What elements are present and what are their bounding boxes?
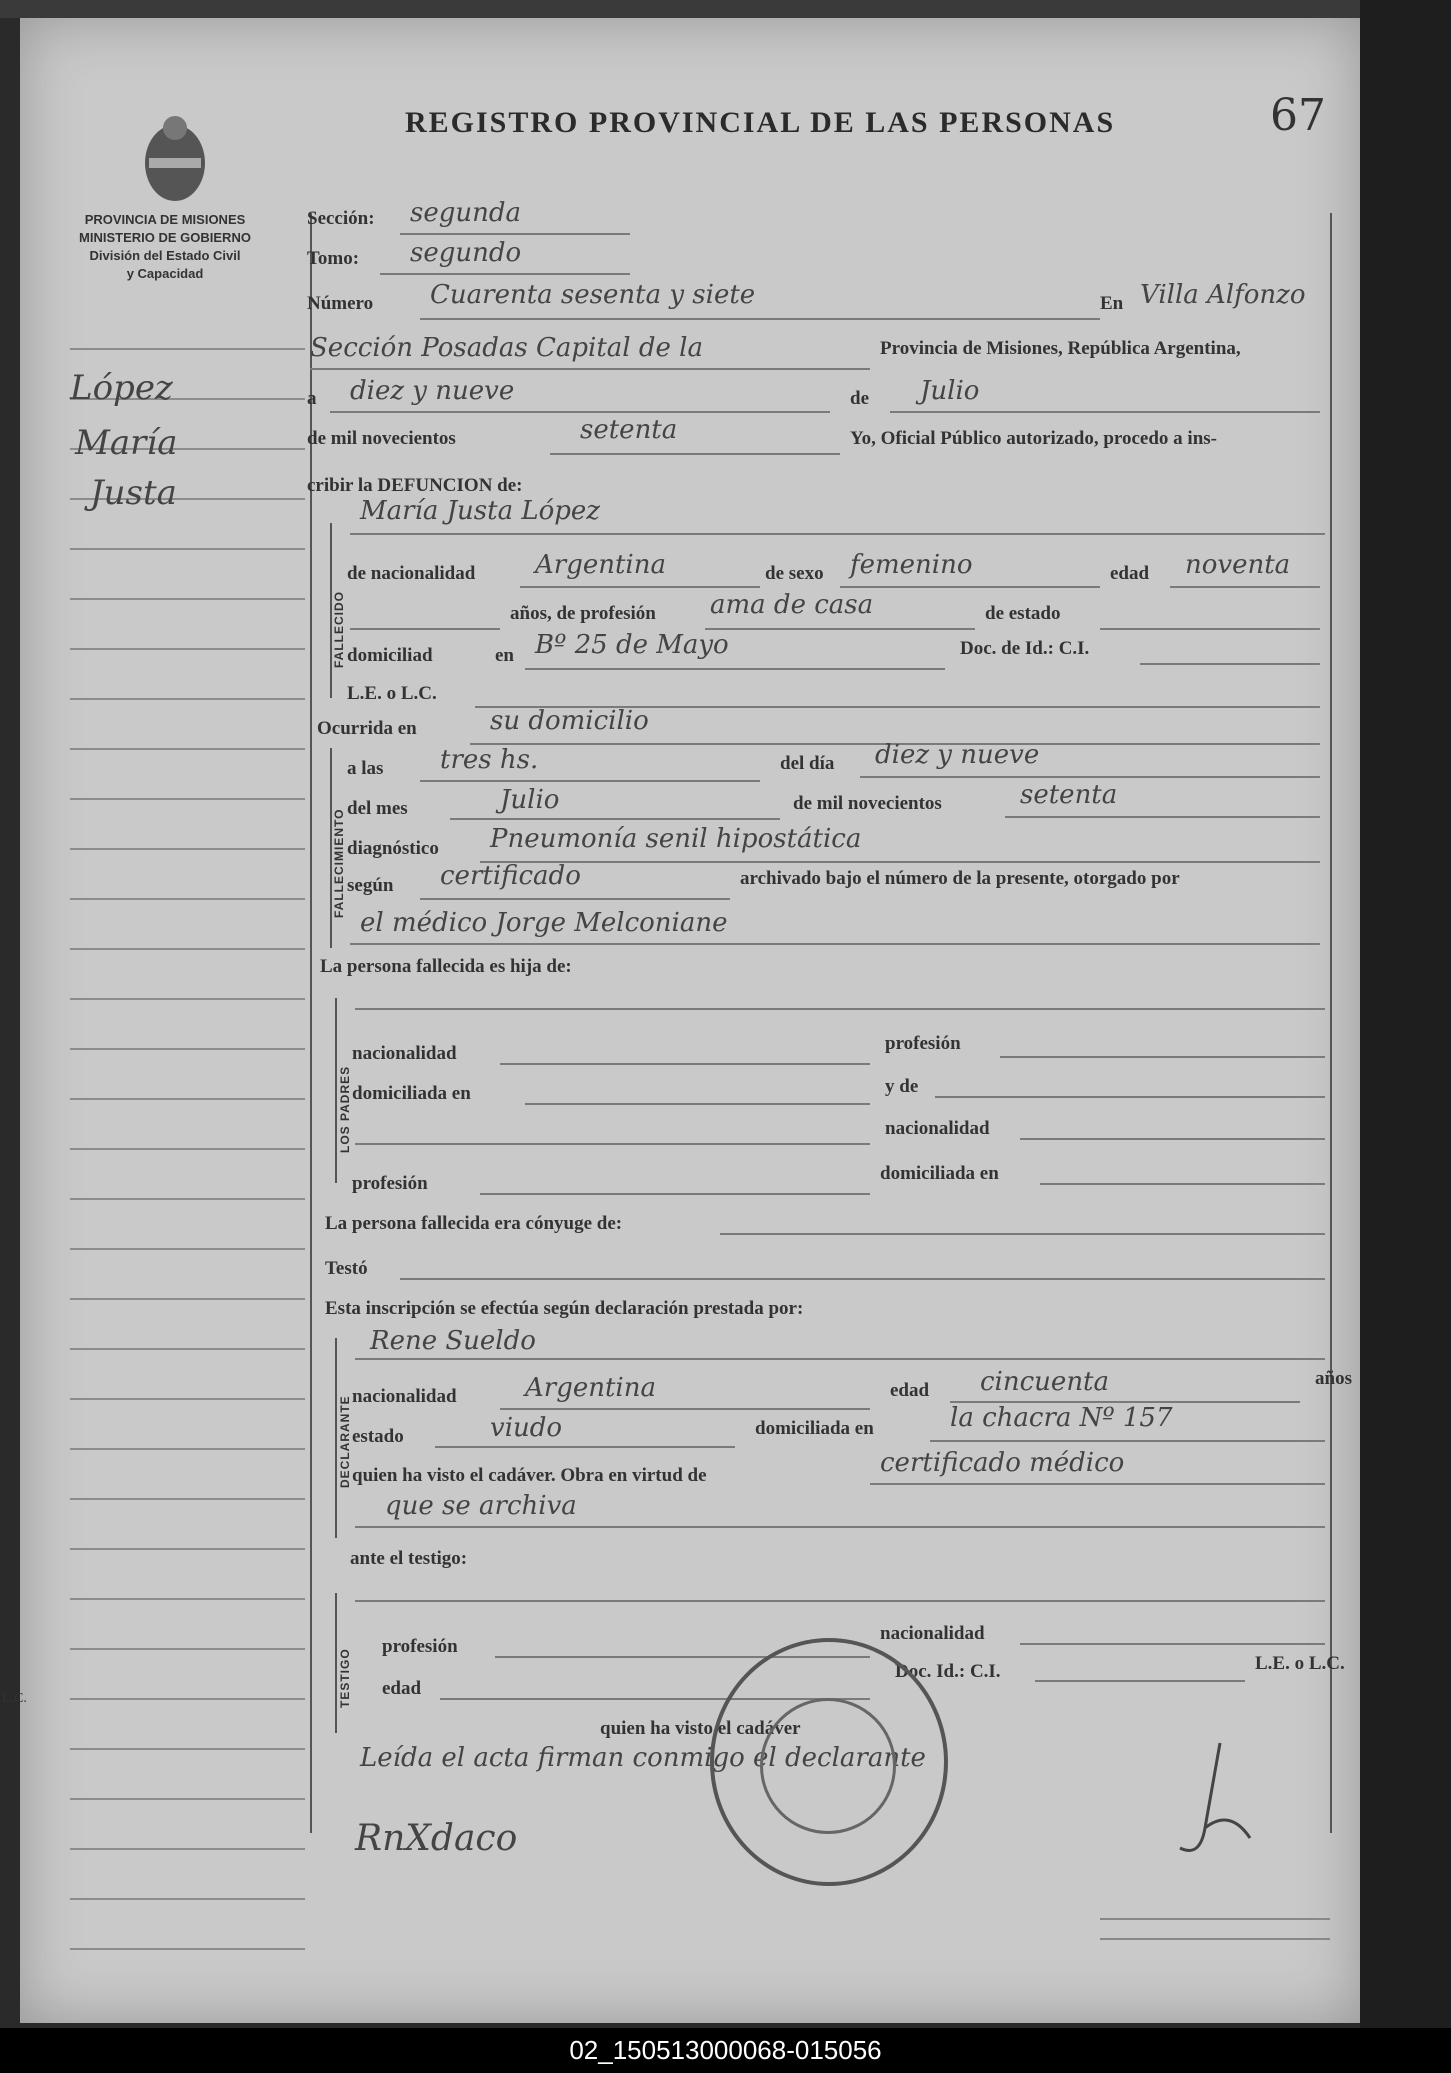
agency-line-3: División del Estado Civil [89, 248, 241, 263]
register-page [2, 18, 1360, 2023]
anio-value: setenta [580, 415, 678, 445]
leida-value: Leída el acta firman conmigo el declarante [360, 1743, 926, 1773]
anio2-value: setenta [1020, 780, 1118, 810]
madre-nacionalidad-label: nacionalidad [885, 1118, 990, 1139]
decl-estado-label: estado [352, 1426, 404, 1447]
ocurrida-label: Ocurrida en [317, 718, 417, 739]
seccion-value: segunda [410, 198, 522, 228]
dia-value: diez y nueve [350, 376, 515, 406]
decl-domicilio-value: la chacra Nº 157 [950, 1403, 1173, 1433]
diagnostico-label: diagnóstico [347, 838, 439, 859]
profesion-value: ama de casa [710, 590, 874, 620]
numero-value: Cuarenta sesenta y siete [430, 280, 756, 310]
top-strip [0, 0, 1451, 18]
madre-domiciliada-label: domiciliada en [880, 1163, 999, 1184]
decl-edad-value: cincuenta [980, 1367, 1110, 1397]
archivado-label: archivado bajo el número de la presente, otorgado por [740, 868, 1180, 889]
decl-nacionalidad-label: nacionalidad [352, 1386, 457, 1407]
domiciliad-label: domiciliad [347, 645, 433, 666]
segun-label: según [347, 875, 394, 896]
margin-firstname: María [75, 423, 178, 463]
medico-value: el médico Jorge Melconiane [360, 908, 728, 938]
margin-lc: L.C. [2, 1691, 27, 1706]
cribir-text: cribir la [307, 475, 373, 496]
testigo-nacionalidad-label: nacionalidad [880, 1623, 985, 1644]
mes-value: Julio [920, 376, 980, 406]
sexo-label: de sexo [765, 563, 824, 584]
padre-domiciliada-label: domiciliada en [352, 1083, 471, 1104]
oficial-label: Yo, Oficial Público autorizado, procedo a ins- [850, 428, 1217, 449]
del-mes-label: del mes [347, 798, 408, 819]
obra-virtud-value-2: que se archiva [385, 1491, 577, 1521]
profesion-label: años, de profesión [510, 603, 656, 624]
testo-label: Testó [325, 1258, 368, 1279]
del-dia-value: diez y nueve [875, 740, 1040, 770]
madre-profesion-label: profesión [885, 1033, 961, 1054]
fallecido-tag: FALLECIDO [332, 591, 346, 668]
quien-ha-visto-label: quien ha visto el cadáver. Obra en virtud de [352, 1465, 707, 1486]
decl-edad-label: edad [890, 1380, 930, 1401]
de-label: de [850, 388, 869, 409]
ocurrida-value: su domicilio [490, 706, 649, 736]
del-dia-label: del día [780, 753, 835, 774]
a-las-label: a las [347, 758, 384, 779]
doc-id2-label: Doc. Id.: C.I. [895, 1661, 1001, 1682]
le-lc-label: L.E. o L.C. [347, 683, 437, 704]
edad-value: noventa [1185, 550, 1291, 580]
segun-value: certificado [440, 861, 581, 891]
decl-domiciliada-label: domiciliada en [755, 1418, 874, 1439]
hora-value: tres hs. [440, 745, 539, 775]
book-edge [1360, 0, 1451, 2030]
decl-estado-value: viudo [490, 1413, 563, 1443]
ante-testigo-label: ante el testigo: [350, 1548, 468, 1569]
margin-surname: López [70, 368, 173, 408]
diagnostico-value: Pneumonía senil hipostática [490, 824, 862, 854]
official-signature-icon [1160, 1738, 1280, 1868]
doc-id-label: Doc. de Id.: C.I. [960, 638, 1090, 659]
en-lower-label: en [495, 645, 514, 666]
official-stamp-inner [760, 1698, 896, 1834]
agency-line-1: PROVINCIA DE MISIONES [84, 212, 246, 227]
defuncion-text: DEFUNCION de: [377, 475, 523, 496]
coat-of-arms-icon [135, 108, 215, 208]
en-value: Villa Alfonzo [1140, 280, 1306, 310]
inscripcion-label: Esta inscripción se efectúa según declaración prestada por: [325, 1298, 804, 1319]
declarante-value: Rene Sueldo [370, 1326, 536, 1356]
en-label: En [1100, 293, 1124, 314]
page-number: 67 [1270, 90, 1326, 141]
numero-label: Número [307, 293, 374, 314]
quien-ha-visto2-label: quien ha visto el cadáver [600, 1718, 801, 1739]
agency-line-4: y Capacidad [126, 266, 204, 281]
nombre-value: María Justa López [360, 496, 601, 526]
conyuge-label: La persona fallecida era cónyuge de: [325, 1213, 623, 1234]
nacionalidad-value: Argentina [535, 550, 666, 580]
testigo-edad-label: edad [382, 1678, 422, 1699]
hija-de-label: La persona fallecida es hija de: [320, 956, 572, 977]
seccion-label: Sección: [307, 208, 375, 229]
page-title: REGISTRO PROVINCIAL DE LAS PERSONAS [405, 106, 1116, 139]
signature-declarante: RnXdaco [355, 1818, 518, 1859]
tomo-label: Tomo: [307, 248, 360, 269]
estado-label: de estado [985, 603, 1061, 624]
de-mil-label: de mil novecientos [307, 428, 456, 449]
edad-label: edad [1110, 563, 1150, 584]
agency-header [30, 211, 300, 283]
file-id-bar: 02_150513000068-015056 [0, 2028, 1451, 2073]
declarante-tag: DECLARANTE [338, 1395, 352, 1488]
de-mil-nov-label: de mil novecientos [793, 793, 942, 814]
padres-tag: LOS PADRES [338, 1065, 352, 1153]
y-de-label: y de [885, 1076, 919, 1097]
fallecimiento-tag: FALLECIMIENTO [332, 808, 346, 918]
cribir-label [307, 475, 523, 497]
tomo-value: segundo [410, 238, 522, 268]
nacionalidad-label: de nacionalidad [347, 563, 476, 584]
padre-profesion-label: profesión [352, 1173, 428, 1194]
testigo-profesion-label: profesión [382, 1636, 458, 1657]
provincia-label: Provincia de Misiones, República Argentina, [880, 338, 1241, 359]
domicilio-value: Bº 25 de Mayo [535, 630, 729, 660]
decl-nacionalidad-value: Argentina [525, 1373, 656, 1403]
decl-anos-label: años [1315, 1368, 1352, 1389]
margin-middlename: Justa [90, 473, 177, 513]
sexo-value: femenino [850, 550, 973, 580]
obra-virtud-value: certificado médico [880, 1448, 1125, 1478]
le-o-lc-label: L.E. o L.C. [1255, 1653, 1345, 1674]
del-mes-value: Julio [500, 785, 560, 815]
padre-nacionalidad-label: nacionalidad [352, 1043, 457, 1064]
testigo-tag: TESTIGO [338, 1648, 352, 1708]
agency-line-2: MINISTERIO DE GOBIERNO [79, 230, 251, 245]
lugar-value: Sección Posadas Capital de la [310, 333, 703, 363]
a-label: a [307, 388, 317, 409]
